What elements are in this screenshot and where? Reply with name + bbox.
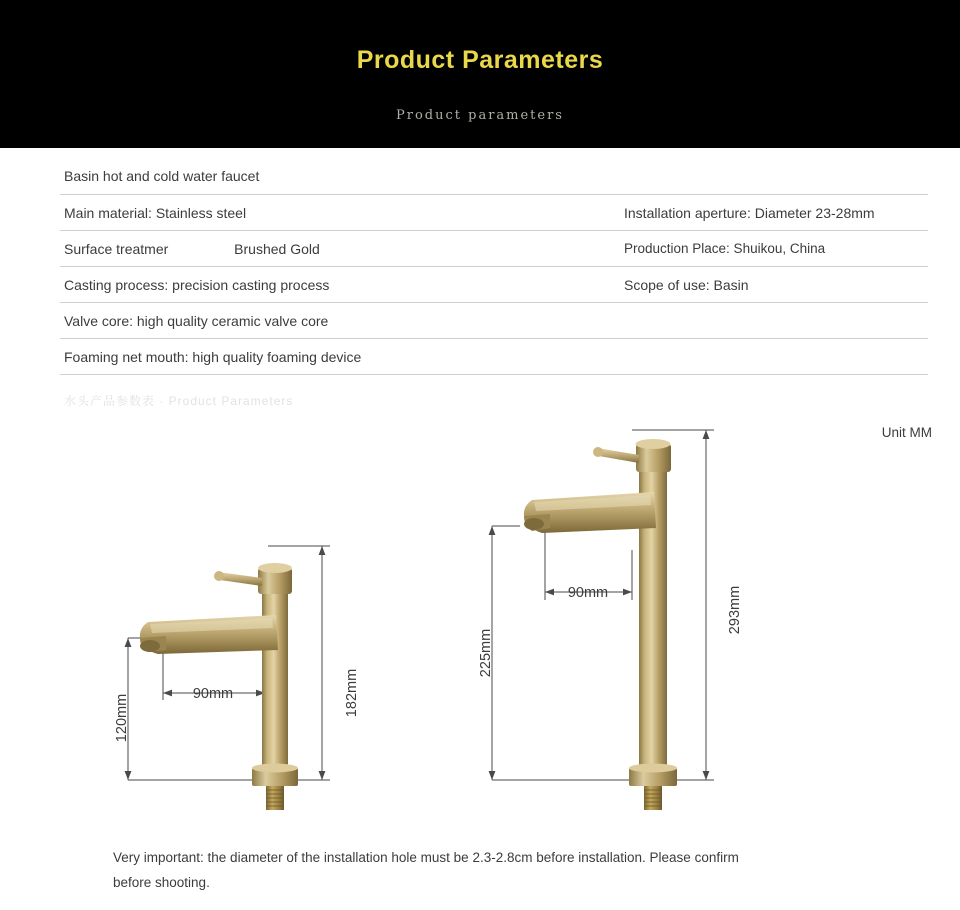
spec-value: precision casting process — [172, 276, 330, 293]
spec-table — [60, 160, 928, 375]
spec-left-cell — [60, 205, 624, 221]
header-banner — [0, 0, 960, 148]
spec-right-cell: Scope of use: Basin — [624, 276, 749, 293]
spec-label: Valve core: — [64, 312, 137, 329]
table-row — [60, 266, 928, 302]
faded-watermark-text: 水头产品参数表 · Product Parameters — [64, 394, 294, 408]
spec-label: Main material: — [64, 204, 156, 221]
spec-right-cell: Installation aperture: Diameter 23-28mm — [624, 204, 875, 221]
spec-label: Foaming net mouth: — [64, 348, 193, 365]
table-row — [60, 230, 928, 266]
spec-left-cell — [60, 349, 624, 365]
left-total-height-label: 182mm — [344, 668, 360, 718]
spec-value: high quality foaming device — [192, 348, 362, 365]
left-spout-height-label: 120mm — [114, 693, 130, 743]
spec-label: Casting process: — [64, 276, 173, 293]
right-spout-height-label: 225mm — [478, 628, 494, 678]
page-title: Product Parameters — [356, 46, 604, 74]
installation-note — [113, 845, 873, 895]
dimension-drawing — [0, 400, 960, 860]
installation-note-line1: Very important: the diameter of the installation hole must be 2.3-2.8cm before installation. Please confirm — [113, 850, 739, 865]
table-row — [60, 302, 928, 338]
spec-heading: Basin hot and cold water faucet — [64, 168, 260, 184]
spec-right-cell: Production Place: Shuikou, China — [624, 241, 826, 256]
page-subtitle: Product parameters — [396, 108, 564, 123]
faucet-drawing-svg — [0, 400, 960, 860]
spec-value: Brushed Gold — [234, 240, 320, 257]
spec-left-cell — [60, 313, 624, 329]
spec-left-cell — [60, 277, 624, 293]
spec-value: Stainless steel — [155, 204, 247, 221]
installation-note-line2: before shooting. — [113, 875, 210, 890]
spec-value: high quality ceramic valve core — [136, 312, 329, 329]
left-faucet-illustration — [114, 546, 360, 810]
spec-left-cell — [60, 241, 624, 257]
table-row — [60, 338, 928, 375]
left-spout-reach-label: 90mm — [192, 686, 234, 702]
unit-label: Unit MM — [881, 425, 932, 440]
right-spout-reach-label: 90mm — [567, 585, 609, 601]
right-faucet-illustration — [478, 430, 743, 810]
spec-label: Surface treatmer — [64, 240, 173, 257]
table-row — [60, 194, 928, 230]
right-total-height-label: 293mm — [727, 585, 743, 635]
